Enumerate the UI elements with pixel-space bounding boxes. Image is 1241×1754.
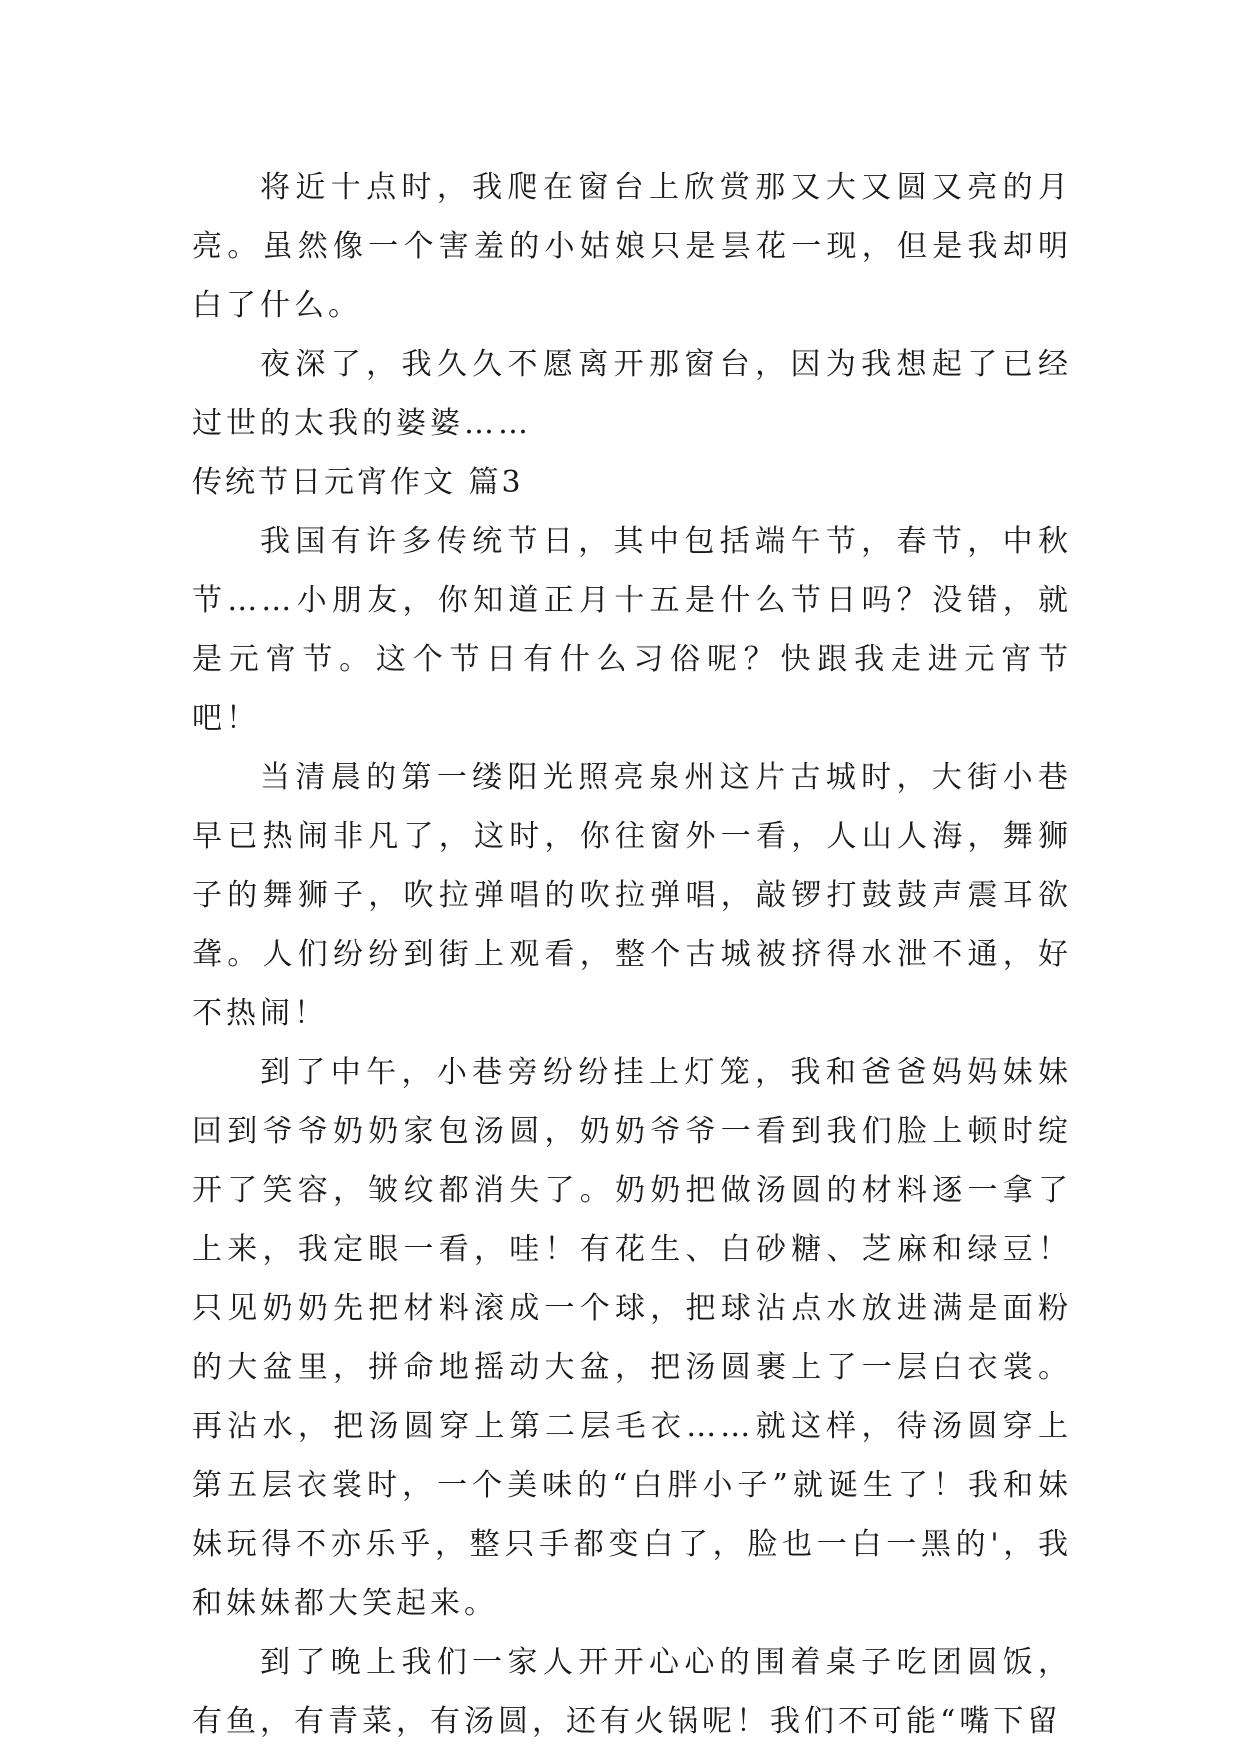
paragraph-morning-streets: 当清晨的第一缕阳光照亮泉州这片古城时，大街小巷早已热闹非凡了，这时，你往窗外一看，人山人海，舞狮子的舞狮子，吹拉弹唱的吹拉弹唱，敲锣打鼓鼓声震耳欲聋。人们纷纷到街上观看，整个古城被挤得水泄不通，好不热闹！ — [192, 760, 1072, 1031]
section-title: 传统节日元宵作文 篇3 — [192, 465, 524, 500]
paragraph-moon-viewing: 将近十点时，我爬在窗台上欣赏那又大又圆又亮的月亮。虽然像一个害羞的小姑娘只是昙花一现，但是我却明白了什么。 — [192, 170, 1072, 323]
paragraph-making-tangyuan: 到了中午，小巷旁纷纷挂上灯笼，我和爸爸妈妈妹妹回到爷爷奶奶家包汤圆，奶奶爷爷一看到我们脸上顿时绽开了笑容，皱纹都消失了。奶奶把做汤圆的材料逐一拿了上来，我定眼一看，哇！有花生、白砂糖、芝麻和绿豆！只见奶奶先把材料滚成一个球，把球沾点水放进满是面粉的大盆里，拼命地摇动大盆，把汤圆裹上了一层白衣裳。再沾水，把汤圆穿上第二层毛衣……就这样，待汤圆穿上第五层衣裳时，一个美味的“白胖小子”就诞生了！我和妹妹玩得不亦乐乎，整只手都变白了，脸也一白一黑的'，我和妹妹都大笑起来。 — [192, 1055, 1072, 1621]
document-body — [192, 158, 1072, 1751]
paragraph-late-night: 夜深了，我久久不愿离开那窗台，因为我想起了已经过世的太我的婆婆…… — [192, 347, 1072, 441]
paragraph-reunion-dinner: 到了晚上我们一家人开开心心的围着桌子吃团圆饭，有鱼，有青菜，有汤圆，还有火锅呢！我们不可能“嘴下留 — [192, 1645, 1072, 1739]
paragraph-traditional-festivals: 我国有许多传统节日，其中包括端午节，春节，中秋节……小朋友，你知道正月十五是什么节日吗？没错，就是元宵节。这个节日有什么习俗呢？快跟我走进元宵节吧！ — [192, 524, 1072, 736]
